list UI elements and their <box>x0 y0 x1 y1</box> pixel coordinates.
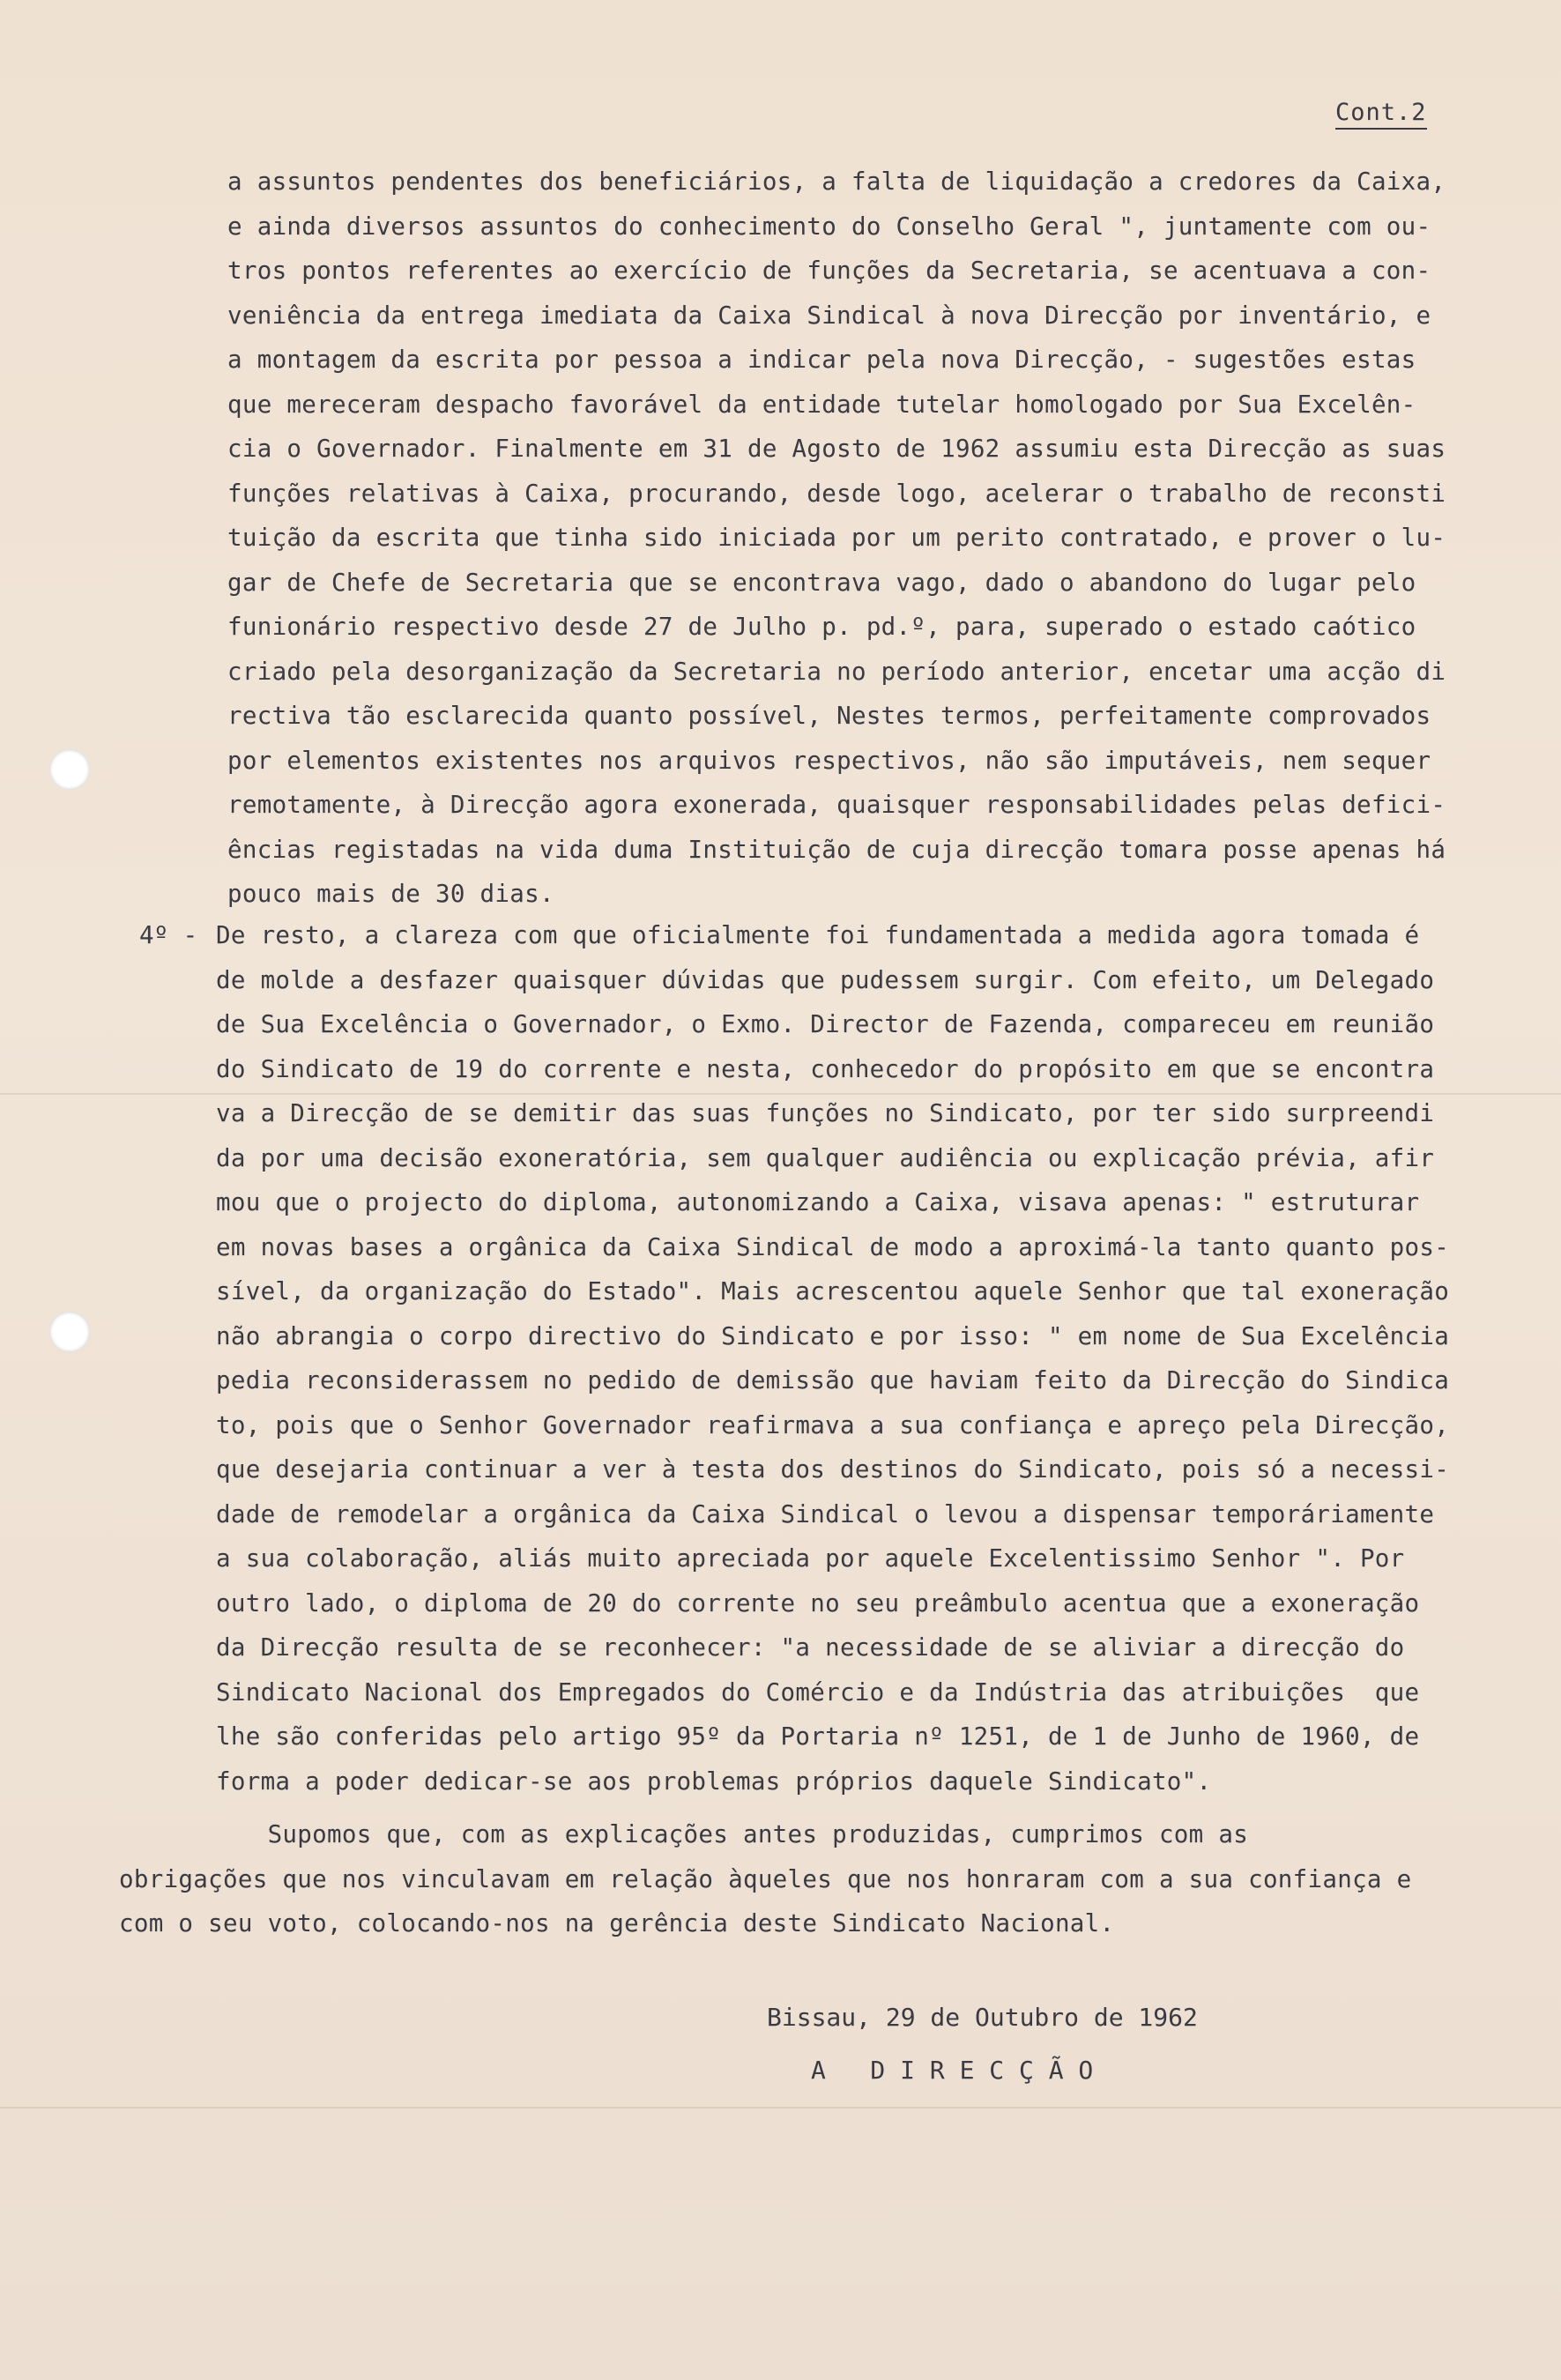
text-line: do Sindicato de 19 do corrente e nesta, conhecedor do propósito em que se encontra <box>216 1054 1435 1083</box>
text-line: a assuntos pendentes dos beneficiários, a falta de liquidação a credores da Caixa, <box>227 167 1446 196</box>
text-line: de molde a desfazer quaisquer dúvidas que pudessem surgir. Com efeito, um Delegado <box>216 965 1435 994</box>
text-line: rectiva tão esclarecida quanto possível, Nestes termos, perfeitamente comprovados <box>227 702 1431 730</box>
section-marker: 4º - <box>139 921 198 949</box>
text-line: não abrangia o corpo directivo do Sindicato e por isso: " em nome de Sua Excelência <box>216 1321 1450 1350</box>
text-line: cia o Governador. Finalmente em 31 de Agosto de 1962 assumiu esta Direcção as suas <box>227 435 1446 463</box>
text-line: de Sua Excelência o Governador, o Exmo. Director de Fazenda, compareceu em reunião <box>216 1010 1435 1038</box>
text-line: funionário respectivo desde 27 de Julho p. pd.º, para, superado o estado caótico <box>227 613 1416 641</box>
paper-crease <box>0 2107 1561 2109</box>
text-line: forma a poder dedicar-se aos problemas próprios daquele Sindicato". <box>216 1766 1212 1796</box>
text-line: ências registadas na vida duma Instituição de cuja direcção tomara posse apenas há <box>227 835 1446 864</box>
text-line: por elementos existentes nos arquivos respectivos, não são imputáveis, nem sequer <box>227 746 1431 775</box>
text-line: Supomos que, com as explicações antes produzidas, cumprimos com as <box>119 1820 1249 1848</box>
text-line: lhe são conferidas pelo artigo 95º da Portaria nº 1251, de 1 de Junho de 1960, de <box>216 1722 1420 1751</box>
continuation-header: Cont.2 <box>1335 99 1427 130</box>
signatory: A D I R E C Ç Ã O <box>811 2056 1094 2085</box>
text-line: a sua colaboração, aliás muito apreciada por aquele Excelentissimo Senhor ". Por <box>216 1544 1405 1573</box>
text-line: obrigações que nos vinculavam em relação àqueles que nos honraram com a sua confiança e <box>119 1864 1412 1893</box>
text-line: mou que o projecto do diploma, autonomizando a Caixa, visava apenas: " estruturar <box>216 1188 1420 1216</box>
text-line: remotamente, à Direcção agora exonerada, quaisquer responsabilidades pelas defici- <box>227 791 1446 819</box>
text-line: da Direcção resulta de se reconhecer: "a necessidade de se aliviar a direcção do <box>216 1633 1405 1662</box>
text-line: outro lado, o diploma de 20 do corrente no seu preâmbulo acentua que a exoneração <box>216 1588 1420 1618</box>
text-line: que mereceram despacho favorável da entidade tutelar homologado por Sua Excelên- <box>227 390 1416 419</box>
paper-crease <box>0 1093 1561 1095</box>
text-line: Sindicato Nacional dos Empregados do Comércio e da Indústria das atribuições que <box>216 1677 1420 1707</box>
text-line: De resto, a clareza com que oficialmente foi fundamentada a medida agora tomada é <box>216 921 1420 949</box>
punch-hole <box>49 1312 90 1352</box>
text-line: tros pontos referentes ao exercício de funções da Secretaria, se acentuava a con- <box>227 257 1431 285</box>
text-line: que desejaria continuar a ver à testa dos destinos do Sindicato, pois só a necessi- <box>216 1455 1450 1484</box>
text-line: da por uma decisão exoneratória, sem qualquer audiência ou explicação prévia, afir <box>216 1143 1435 1172</box>
text-line: funções relativas à Caixa, procurando, desde logo, acelerar o trabalho de reconsti <box>227 479 1446 508</box>
text-line: criado pela desorganização da Secretaria no período anterior, encetar uma acção di <box>227 657 1446 686</box>
punch-hole <box>49 749 90 790</box>
place-date: Bissau, 29 de Outubro de 1962 <box>767 2003 1198 2032</box>
text-line: com o seu voto, colocando-nos na gerência deste Sindicato Nacional. <box>119 1909 1115 1937</box>
text-line: e ainda diversos assuntos do conhecimento do Conselho Geral ", juntamente com ou- <box>227 212 1431 241</box>
text-line: veniência da entrega imediata da Caixa Sindical à nova Direcção por inventário, e <box>227 301 1431 330</box>
text-line: va a Direcção de se demitir das suas funções no Sindicato, por ter sido surpreendi <box>216 1099 1435 1127</box>
text-line: gar de Chefe de Secretaria que se encontrava vago, dado o abandono do lugar pelo <box>227 568 1416 597</box>
text-line: to, pois que o Senhor Governador reafirmava a sua confiança e apreço pela Direcção, <box>216 1410 1450 1439</box>
text-line: dade de remodelar a orgânica da Caixa Sindical o levou a dispensar temporáriamente <box>216 1499 1435 1528</box>
text-line: tuição da escrita que tinha sido iniciada por um perito contratado, e prover o lu- <box>227 524 1446 552</box>
text-line: a montagem da escrita por pessoa a indicar pela nova Direcção, - sugestões estas <box>227 346 1416 374</box>
text-line: em novas bases a orgânica da Caixa Sindical de modo a aproximá-la tanto quanto pos- <box>216 1232 1450 1261</box>
text-line: pouco mais de 30 dias. <box>227 880 554 908</box>
text-line: sível, da organização do Estado". Mais acrescentou aquele Senhor que tal exoneração <box>216 1277 1450 1305</box>
text-line: pedia reconsiderassem no pedido de demissão que haviam feito da Direcção do Sindica <box>216 1366 1450 1395</box>
